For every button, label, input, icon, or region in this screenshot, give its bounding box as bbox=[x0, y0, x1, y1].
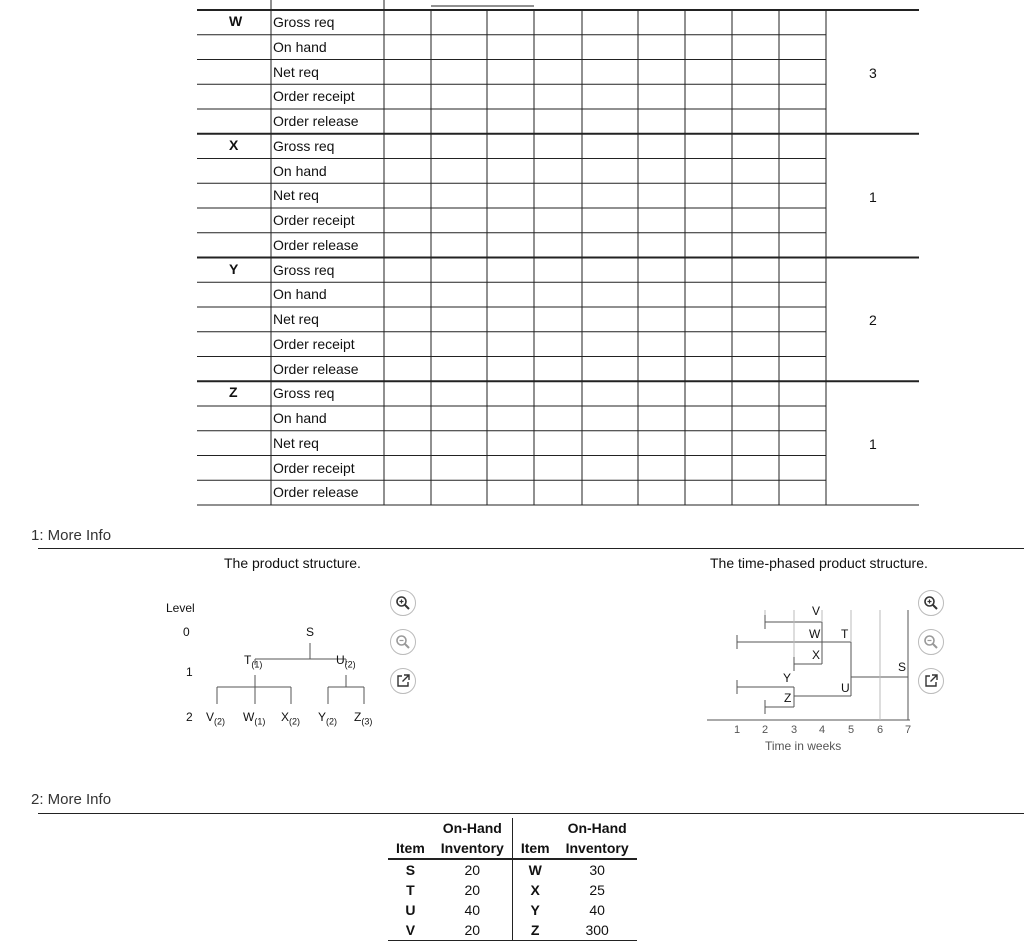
time-phased-caption: The time-phased product structure. bbox=[710, 555, 928, 571]
zoom-in-icon bbox=[395, 595, 411, 611]
item-cell: Y bbox=[512, 900, 557, 920]
tick-2: 2 bbox=[762, 724, 769, 736]
th-onhand-top: On-Hand bbox=[567, 820, 627, 836]
popout-button[interactable] bbox=[390, 668, 416, 694]
mrp-row-label: Order release bbox=[273, 113, 359, 129]
inventory-table bbox=[388, 818, 637, 941]
mrp-side-value: 2 bbox=[869, 312, 877, 329]
timeline-label-s: S bbox=[898, 660, 907, 674]
timeline-label-t: T bbox=[841, 627, 849, 641]
level-0: 0 bbox=[183, 625, 190, 639]
value-cell: 20 bbox=[433, 920, 513, 941]
node-qty: (1) bbox=[254, 716, 266, 727]
table-row bbox=[388, 880, 637, 900]
tree-node-w bbox=[243, 710, 265, 726]
tree-node-t bbox=[244, 653, 262, 669]
node-qty: (2) bbox=[344, 659, 356, 670]
zoom-out-button-right[interactable] bbox=[918, 629, 944, 655]
mrp-row-label: Order receipt bbox=[273, 335, 355, 352]
timeline-label-w: W bbox=[809, 627, 821, 641]
tree-node-x bbox=[281, 710, 300, 726]
item-cell: T bbox=[406, 882, 415, 898]
mrp-row-label: Order receipt bbox=[273, 212, 355, 228]
th-onhand-bottom: Inventory bbox=[558, 838, 637, 859]
tree-node-root: S bbox=[306, 625, 315, 639]
mrp-row-label: On hand bbox=[273, 162, 327, 179]
item-cell: S bbox=[405, 862, 416, 878]
level-2: 2 bbox=[186, 710, 193, 724]
mrp-row-label: Gross req bbox=[273, 261, 335, 278]
tree-node-u bbox=[336, 653, 356, 669]
product-structure-diagram bbox=[160, 595, 390, 735]
mrp-side-value: 1 bbox=[869, 436, 877, 453]
mrp-row-label: Gross req bbox=[273, 137, 335, 154]
timeline-label-v: V bbox=[812, 604, 821, 618]
mrp-row-label: On hand bbox=[273, 286, 327, 303]
zoom-in-button-right[interactable] bbox=[918, 590, 944, 616]
section-heading-1: 1: More Info bbox=[31, 527, 112, 544]
th-empty bbox=[388, 818, 433, 838]
tick-1: 1 bbox=[734, 724, 741, 736]
level-label: Level bbox=[166, 601, 195, 615]
timeline-label-z: Z bbox=[784, 691, 792, 705]
level-1: 1 bbox=[186, 665, 193, 679]
item-cell: Z bbox=[512, 920, 557, 941]
value-cell: 20 bbox=[464, 882, 481, 898]
item-cell: X bbox=[512, 880, 557, 900]
timeline-label-x: X bbox=[812, 648, 821, 662]
node-name: X bbox=[281, 710, 290, 724]
value-cell: 25 bbox=[589, 882, 605, 898]
mrp-row-label: On hand bbox=[273, 410, 327, 426]
mrp-item-x: X bbox=[229, 136, 239, 153]
node-name: Z bbox=[354, 710, 362, 724]
mrp-row-label: On hand bbox=[273, 38, 327, 55]
section-heading-2: 2: More Info bbox=[31, 791, 112, 808]
node-qty: (2) bbox=[289, 716, 301, 727]
zoom-out-button[interactable] bbox=[390, 629, 416, 655]
tree-node-z bbox=[354, 710, 372, 726]
node-qty: (2) bbox=[326, 716, 338, 727]
mrp-row-label: Net req bbox=[273, 311, 319, 327]
value-cell: 40 bbox=[464, 902, 481, 918]
tick-4: 4 bbox=[819, 724, 826, 736]
tree-node-y bbox=[318, 710, 337, 726]
item-cell: W bbox=[512, 859, 557, 880]
mrp-side-value: 1 bbox=[869, 188, 877, 205]
divider bbox=[38, 548, 1024, 549]
th-item: Item bbox=[388, 838, 433, 859]
node-qty: (3) bbox=[361, 716, 373, 727]
table-row bbox=[388, 900, 637, 920]
th-item: Item bbox=[512, 838, 557, 859]
mrp-item-w: W bbox=[229, 13, 243, 29]
zoom-in-button[interactable] bbox=[390, 590, 416, 616]
value-cell: 300 bbox=[558, 920, 637, 941]
zoom-in-icon bbox=[923, 595, 939, 611]
tree-node-v bbox=[206, 710, 225, 726]
mrp-row-label: Gross req bbox=[273, 14, 335, 30]
tick-5: 5 bbox=[848, 724, 855, 736]
product-structure-caption: The product structure. bbox=[224, 555, 361, 571]
item-cell: V bbox=[388, 920, 433, 941]
table-row bbox=[388, 920, 637, 941]
timeline-axis-label: Time in weeks bbox=[765, 739, 842, 753]
popout-icon bbox=[395, 673, 411, 689]
mrp-worksheet bbox=[197, 0, 919, 506]
node-name: U bbox=[336, 653, 345, 667]
divider bbox=[38, 813, 1024, 814]
timeline-label-u: U bbox=[841, 681, 850, 695]
node-name: V bbox=[206, 710, 215, 724]
timeline-lines bbox=[705, 600, 915, 760]
th-empty bbox=[512, 818, 557, 838]
item-cell: U bbox=[405, 902, 416, 918]
value-cell: 20 bbox=[464, 862, 481, 878]
node-qty: (1) bbox=[251, 659, 263, 670]
mrp-row-label: Net req bbox=[273, 187, 319, 204]
mrp-row-label: Order release bbox=[273, 236, 359, 253]
node-qty: (2) bbox=[214, 716, 226, 727]
th-onhand-top: On-Hand bbox=[442, 820, 502, 836]
tick-3: 3 bbox=[791, 724, 798, 736]
value-cell: 40 bbox=[589, 902, 605, 918]
th-onhand-bottom: Inventory bbox=[433, 838, 513, 859]
popout-icon bbox=[923, 673, 939, 689]
node-name: Y bbox=[318, 710, 327, 724]
mrp-item-z: Z bbox=[229, 384, 238, 401]
value-cell: 30 bbox=[589, 862, 605, 878]
mrp-side-value: 3 bbox=[869, 64, 877, 81]
table-row bbox=[388, 859, 637, 880]
mrp-item-y: Y bbox=[229, 260, 239, 277]
mrp-row-label: Order release bbox=[273, 360, 359, 377]
node-name: W bbox=[243, 710, 255, 724]
popout-button-right[interactable] bbox=[918, 668, 944, 694]
timeline-label-y: Y bbox=[783, 671, 792, 685]
mrp-row-label: Net req bbox=[273, 434, 319, 451]
mrp-row-label: Gross req bbox=[273, 385, 335, 402]
tick-7: 7 bbox=[905, 724, 912, 736]
mrp-row-label: Order receipt bbox=[273, 88, 355, 105]
mrp-row-label: Order release bbox=[273, 484, 359, 501]
mrp-row-label: Net req bbox=[273, 63, 319, 80]
time-phased-diagram bbox=[705, 600, 915, 760]
zoom-out-icon bbox=[923, 634, 939, 650]
tick-6: 6 bbox=[877, 724, 884, 736]
node-name: T bbox=[244, 653, 252, 667]
zoom-out-icon bbox=[395, 634, 411, 650]
mrp-row-label: Order receipt bbox=[273, 459, 355, 476]
